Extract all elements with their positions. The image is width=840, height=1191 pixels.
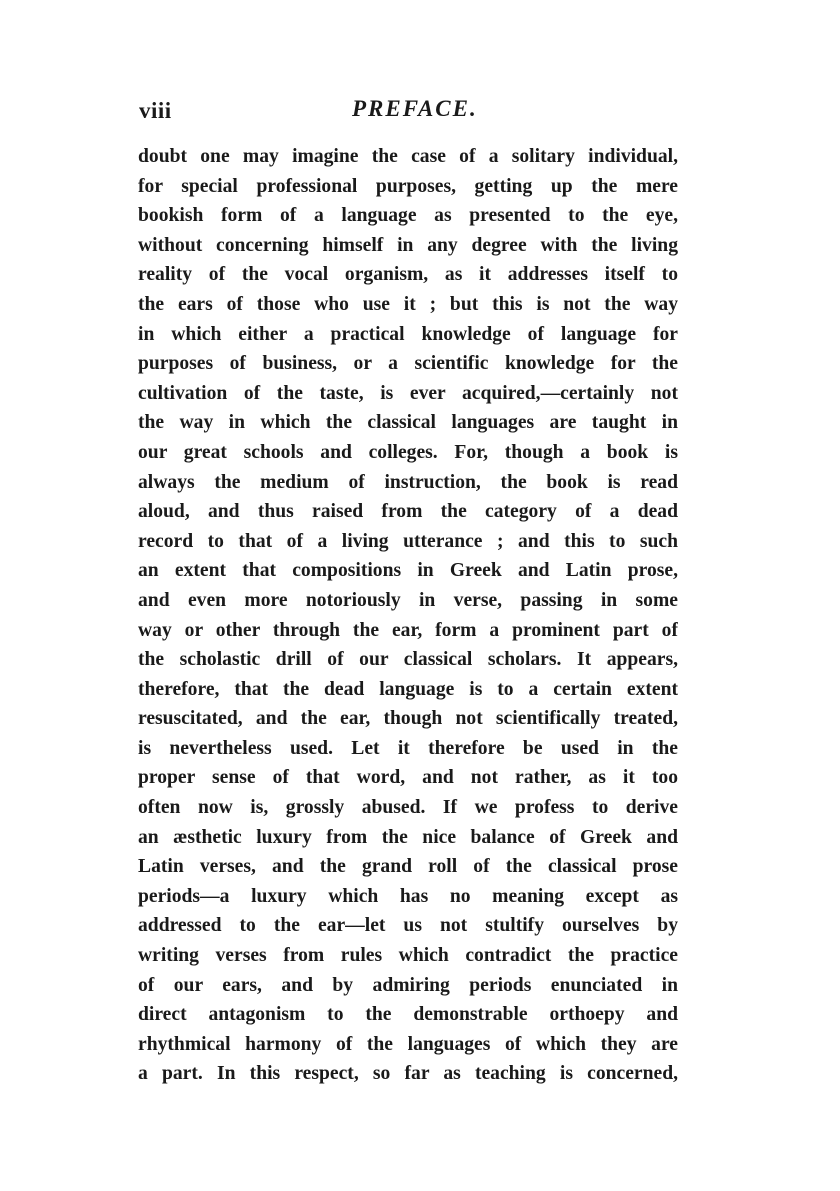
text-line: the scholastic drill of our classical scholars. It appears, [138,649,678,671]
text-line: an æsthetic luxury from the nice balance of Greek and [138,826,678,848]
text-line: for special professional purposes, getting up the mere [138,175,678,197]
text-line: record to that of a living utterance ; and this to such [138,530,678,552]
text-line: resuscitated, and the ear, though not scientifically treated, [138,708,678,730]
text-line: reality of the vocal organism, as it addresses itself to [138,264,678,286]
text-line: direct antagonism to the demonstrable orthoepy and [138,1004,678,1026]
text-line: addressed to the ear—let us not stultify ourselves by [138,915,678,937]
text-line: an extent that compositions in Greek and Latin prose, [138,560,678,582]
text-line: writing verses from rules which contradict the practice [138,945,678,967]
text-line: is nevertheless used. Let it therefore be used in the [138,737,678,759]
text-line: our great schools and colleges. For, though a book is [138,441,678,463]
text-line: the ears of those who use it ; but this is not the way [138,293,678,315]
text-line: often now is, grossly abused. If we profess to derive [138,797,678,819]
text-line: periods—a luxury which has no meaning except as [138,885,678,907]
running-head: PREFACE. [352,96,478,121]
text-line: always the medium of instruction, the book is read [138,471,678,493]
text-line: a part. In this respect, so far as teaching is concerned, [138,1063,678,1085]
text-line: without concerning himself in any degree with the living [138,234,678,256]
text-line: proper sense of that word, and not rather, as it too [138,767,678,789]
text-line: the way in which the classical languages are taught in [138,412,678,434]
text-line: purposes of business, or a scientific knowledge for the [138,353,678,375]
body-text [138,142,678,1089]
text-line: aloud, and thus raised from the category of a dead [138,501,678,523]
text-line: way or other through the ear, form a prominent part of [138,619,678,641]
text-line: bookish form of a language as presented to the eye, [138,205,678,227]
text-line: cultivation of the taste, is ever acquired,—certainly not [138,382,678,404]
page-number: viii [139,98,172,123]
text-line: doubt one may imagine the case of a solitary individual, [138,146,678,167]
text-line: in which either a practical knowledge of language for [138,323,678,345]
text-line: therefore, that the dead language is to a certain extent [138,678,678,700]
text-line: rhythmical harmony of the languages of which they are [138,1033,678,1055]
text-line: and even more notoriously in verse, passing in some [138,589,678,611]
text-line: of our ears, and by admiring periods enunciated in [138,974,678,996]
text-line: Latin verses, and the grand roll of the classical prose [138,856,678,878]
